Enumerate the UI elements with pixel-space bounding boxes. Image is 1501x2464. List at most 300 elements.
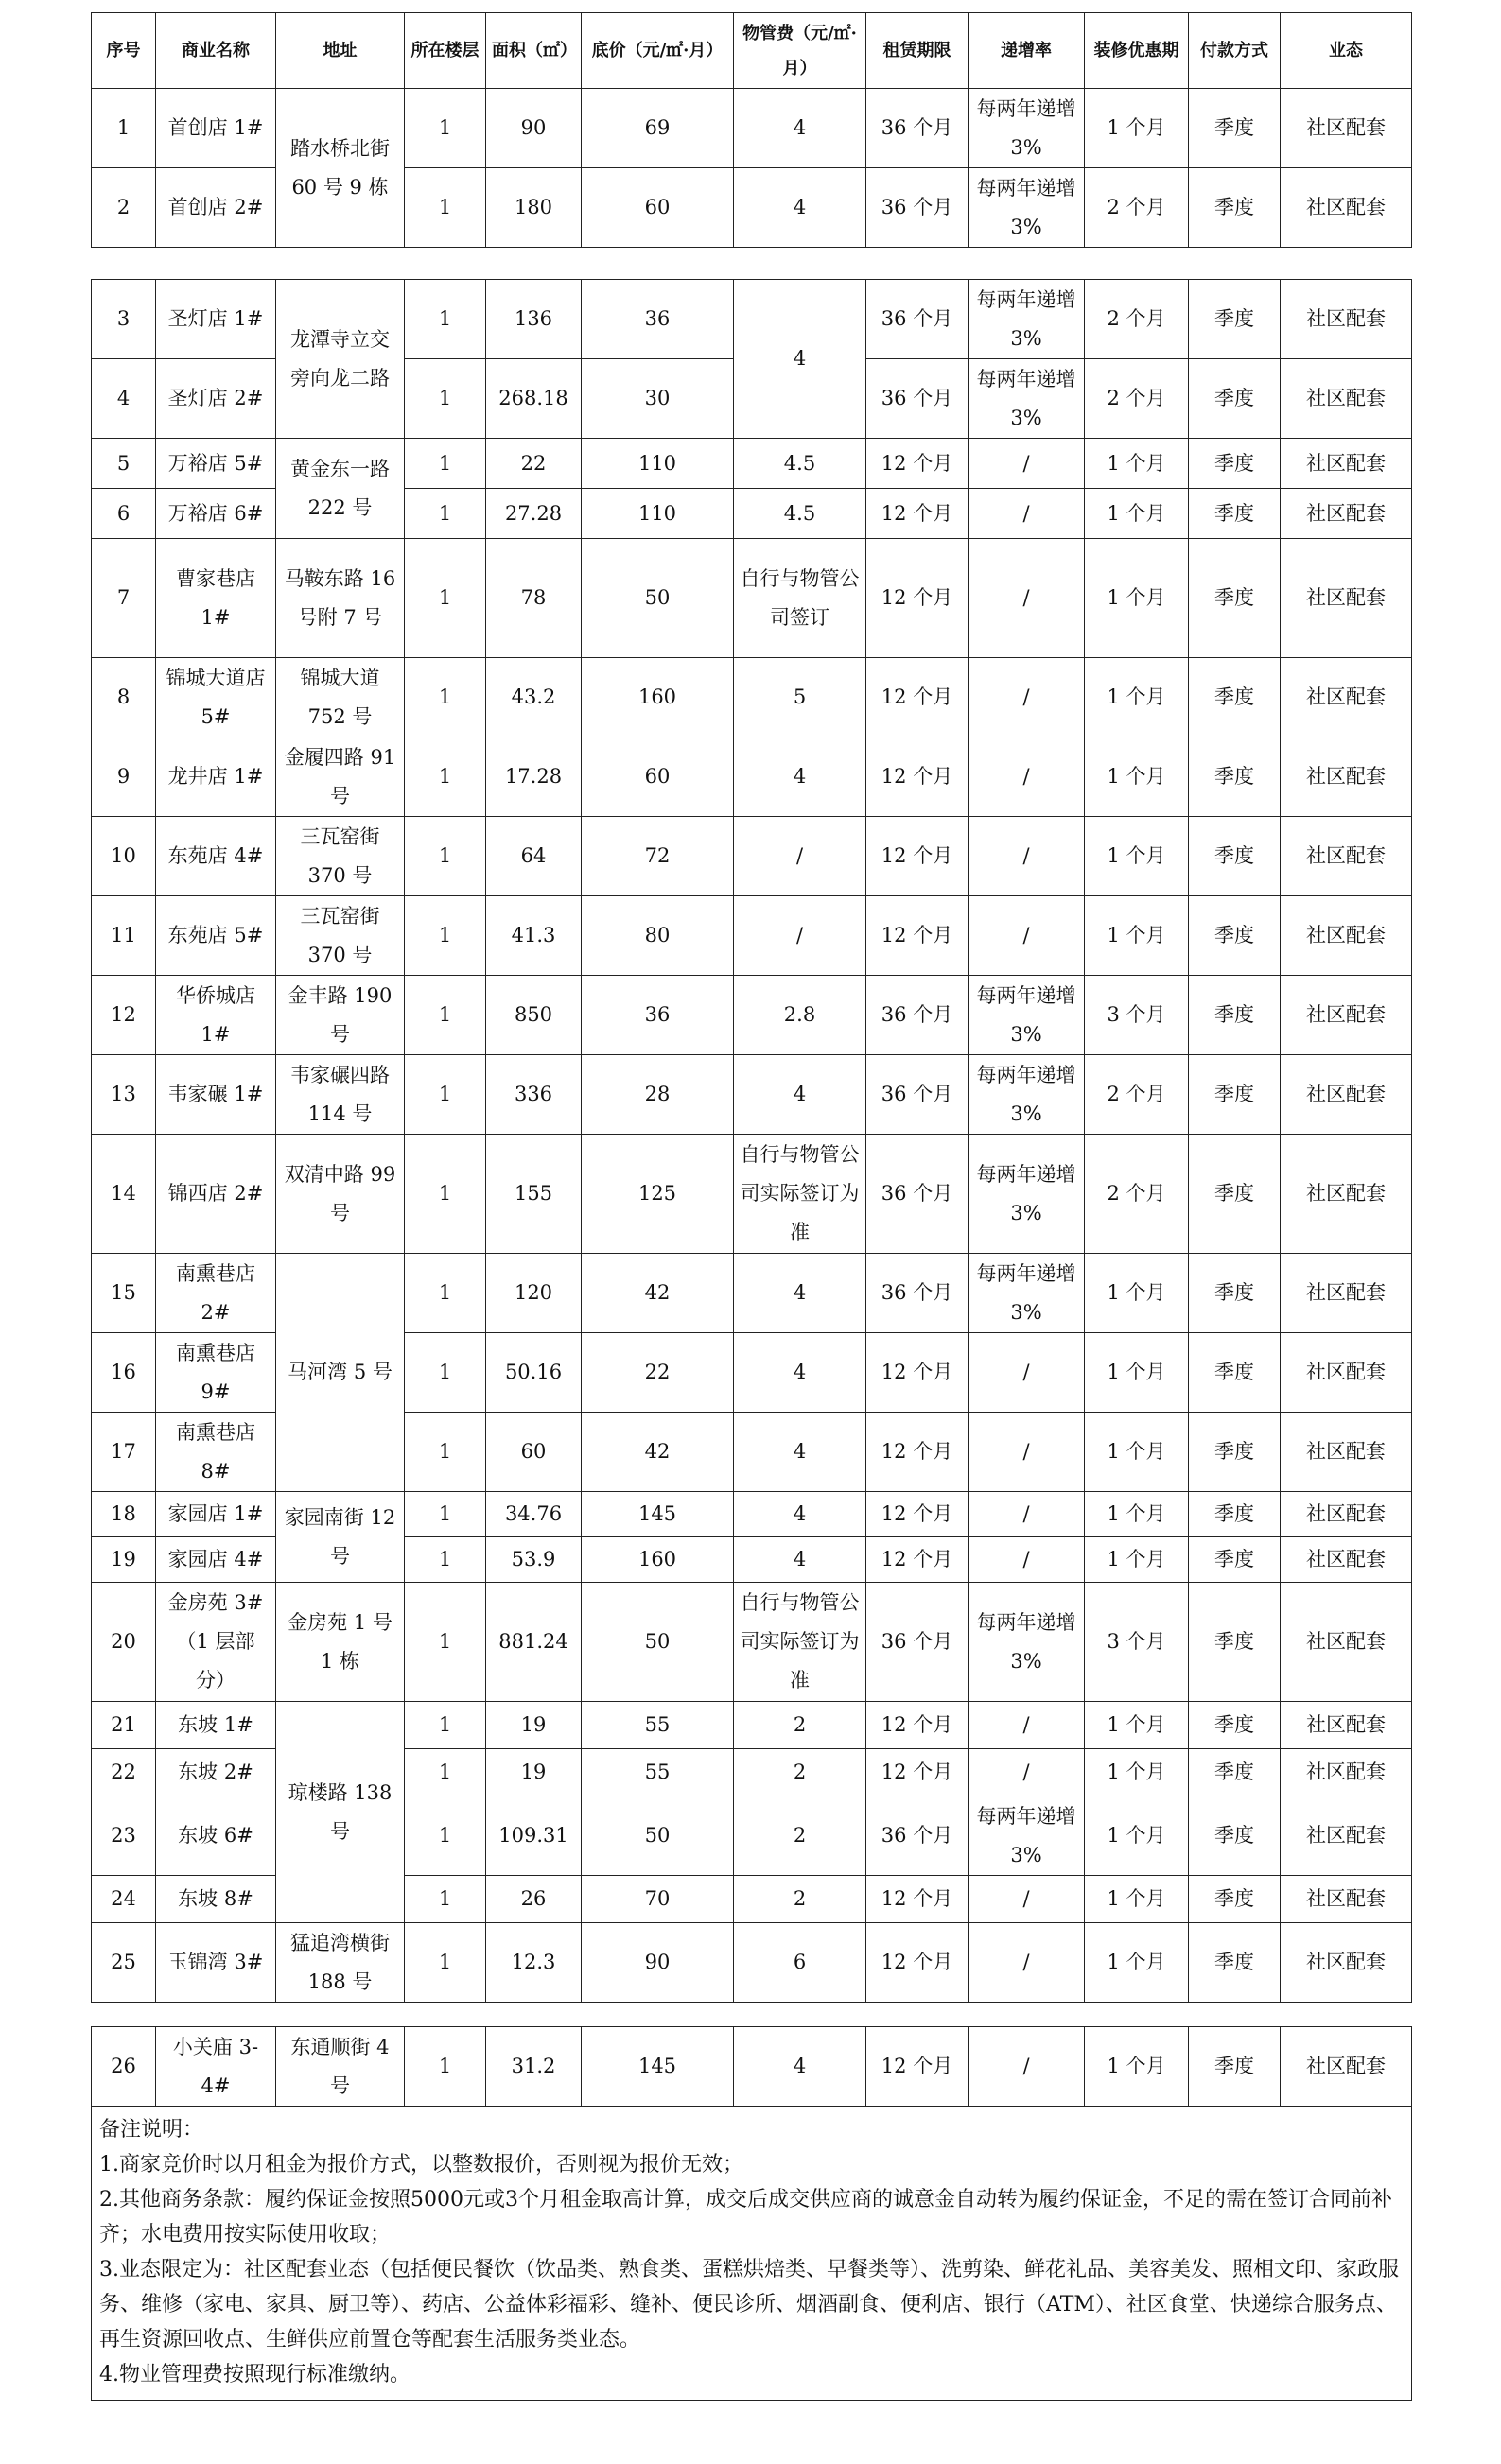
cell-biz: 社区配套 [1281,89,1412,168]
cell-area: 19 [486,1749,582,1796]
cell-rate: 每两年递增 3% [969,89,1085,168]
cell-floor: 1 [405,1413,486,1492]
cell-name: 万裕店 5# [156,439,276,489]
cell-free: 1 个月 [1085,896,1189,976]
cell-biz: 社区配套 [1281,1492,1412,1537]
cell-price: 36 [582,280,734,359]
table-row [92,2027,1412,2107]
cell-rate: 每两年递增 3% [969,359,1085,439]
cell-seq: 8 [92,658,156,737]
cell-free: 1 个月 [1085,1876,1189,1923]
cell-rate: / [969,658,1085,737]
cell-free: 1 个月 [1085,1492,1189,1537]
cell-area: 850 [486,976,582,1055]
cell-addr: 龙潭寺立交旁向龙二路 [276,280,405,439]
cell-addr: 黄金东一路 222 号 [276,439,405,539]
cell-name: 南熏巷店 9# [156,1333,276,1413]
cell-floor: 1 [405,1923,486,2003]
cell-free: 1 个月 [1085,817,1189,896]
table-row [92,1923,1412,2003]
cell-pay: 季度 [1189,1333,1281,1413]
cell-seq: 11 [92,896,156,976]
cell-addr: 马鞍东路 16 号附 7 号 [276,539,405,658]
cell-pay: 季度 [1189,1055,1281,1135]
cell-biz: 社区配套 [1281,976,1412,1055]
cell-term: 36 个月 [866,280,969,359]
cell-rate: / [969,1749,1085,1796]
cell-rate: 每两年递增 3% [969,1055,1085,1135]
cell-pay: 季度 [1189,1796,1281,1876]
cell-seq: 12 [92,976,156,1055]
cell-rate: / [969,1537,1085,1583]
cell-fee: / [734,817,866,896]
table-row [92,1583,1412,1702]
cell-pay: 季度 [1189,89,1281,168]
cell-pay: 季度 [1189,439,1281,489]
cell-rate: / [969,489,1085,539]
cell-price: 36 [582,976,734,1055]
cell-biz: 社区配套 [1281,359,1412,439]
cell-area: 268.18 [486,359,582,439]
table-row [92,89,1412,168]
cell-fee: 4 [734,2027,866,2107]
cell-area: 90 [486,89,582,168]
cell-biz: 社区配套 [1281,1923,1412,2003]
cell-biz: 社区配套 [1281,896,1412,976]
cell-pay: 季度 [1189,1492,1281,1537]
cell-free: 1 个月 [1085,539,1189,658]
cell-price: 110 [582,489,734,539]
cell-addr: 金房苑 1 号 1 栋 [276,1583,405,1702]
cell-rate: 每两年递增 3% [969,1583,1085,1702]
cell-price: 30 [582,359,734,439]
cell-area: 17.28 [486,737,582,817]
note-item: 2.其他商务条款：履约保证金按照5000元或3个月租金取高计算，成交后成交供应商的诚意金自动转为履约保证金，不足的需在签订合同前补齐；水电费用按实际使用收取； [99,2188,1392,2247]
cell-addr: 金履四路 91 号 [276,737,405,817]
cell-area: 109.31 [486,1796,582,1876]
cell-term: 36 个月 [866,1796,969,1876]
cell-rate: 每两年递增 3% [969,976,1085,1055]
listing-table-part-3 [91,2026,1412,2401]
table-row [92,817,1412,896]
cell-seq: 15 [92,1254,156,1333]
cell-floor: 1 [405,280,486,359]
table-row [92,976,1412,1055]
cell-rate: / [969,896,1085,976]
cell-term: 12 个月 [866,1492,969,1537]
cell-seq: 14 [92,1135,156,1254]
cell-price: 42 [582,1413,734,1492]
cell-name: 家园店 1# [156,1492,276,1537]
cell-name: 东坡 1# [156,1702,276,1749]
cell-name: 曹家巷店 1# [156,539,276,658]
header-seq: 序号 [92,13,156,89]
cell-term: 12 个月 [866,439,969,489]
table-row [92,1492,1412,1537]
cell-free: 3 个月 [1085,1583,1189,1702]
cell-biz: 社区配套 [1281,1583,1412,1702]
cell-fee: 4 [734,1055,866,1135]
cell-floor: 1 [405,439,486,489]
header-area: 面积（㎡） [486,13,582,89]
cell-price: 60 [582,737,734,817]
cell-name: 锦西店 2# [156,1135,276,1254]
cell-area: 19 [486,1702,582,1749]
cell-name: 南熏巷店 2# [156,1254,276,1333]
cell-biz: 社区配套 [1281,1254,1412,1333]
cell-addr: 锦城大道 752 号 [276,658,405,737]
cell-area: 27.28 [486,489,582,539]
cell-name: 首创店 2# [156,168,276,248]
cell-free: 1 个月 [1085,1254,1189,1333]
cell-price: 28 [582,1055,734,1135]
cell-floor: 1 [405,359,486,439]
cell-name: 东苑店 4# [156,817,276,896]
cell-addr: 东通顺街 4 号 [276,2027,405,2107]
cell-free: 1 个月 [1085,1796,1189,1876]
table-row [92,1702,1412,1749]
cell-biz: 社区配套 [1281,2027,1412,2107]
cell-fee: 自行与物管公司实际签订为准 [734,1583,866,1702]
cell-free: 1 个月 [1085,1413,1189,1492]
cell-name: 南熏巷店 8# [156,1413,276,1492]
cell-name: 万裕店 6# [156,489,276,539]
cell-seq: 24 [92,1876,156,1923]
cell-name: 东坡 2# [156,1749,276,1796]
table-row [92,658,1412,737]
cell-pay: 季度 [1189,896,1281,976]
cell-biz: 社区配套 [1281,489,1412,539]
cell-floor: 1 [405,1135,486,1254]
cell-biz: 社区配套 [1281,1749,1412,1796]
cell-seq: 18 [92,1492,156,1537]
cell-pay: 季度 [1189,359,1281,439]
cell-price: 160 [582,1537,734,1583]
cell-fee: 自行与物管公司实际签订为准 [734,1135,866,1254]
listing-table-part-1 [91,12,1412,248]
cell-free: 2 个月 [1085,280,1189,359]
cell-rate: / [969,817,1085,896]
header-term: 租赁期限 [866,13,969,89]
cell-area: 136 [486,280,582,359]
cell-pay: 季度 [1189,976,1281,1055]
cell-rate: / [969,1413,1085,1492]
cell-biz: 社区配套 [1281,817,1412,896]
cell-price: 50 [582,1796,734,1876]
cell-price: 80 [582,896,734,976]
cell-biz: 社区配套 [1281,168,1412,248]
cell-price: 90 [582,1923,734,2003]
cell-free: 1 个月 [1085,489,1189,539]
cell-free: 1 个月 [1085,1702,1189,1749]
cell-seq: 23 [92,1796,156,1876]
cell-name: 东坡 8# [156,1876,276,1923]
cell-fee: 4 [734,1413,866,1492]
cell-term: 12 个月 [866,1876,969,1923]
cell-fee: 4.5 [734,489,866,539]
note-item: 3.业态限定为：社区配套业态（包括便民餐饮（饮品类、熟食类、蛋糕烘焙类、早餐类等）、洗剪染、鲜花礼品、美容美发、照相文印、家政服务、维修（家电、家具、厨卫等）、药店、公益体彩福彩、缝补、便民诊所、烟酒副食、便利店、银行（ATM）、社区食堂、快递综合服务点、再生资源回收点、生鲜供应前置仓等配套生活服务类业态。 [99,2258,1399,2351]
cell-area: 336 [486,1055,582,1135]
cell-term: 36 个月 [866,168,969,248]
cell-addr: 马河湾 5 号 [276,1254,405,1492]
notes-title: 备注说明： [99,2118,204,2142]
header-row [92,13,1412,89]
cell-floor: 1 [405,89,486,168]
cell-rate: / [969,2027,1085,2107]
cell-term: 12 个月 [866,1333,969,1413]
cell-price: 55 [582,1749,734,1796]
cell-floor: 1 [405,658,486,737]
cell-biz: 社区配套 [1281,280,1412,359]
cell-term: 36 个月 [866,976,969,1055]
cell-term: 12 个月 [866,658,969,737]
cell-free: 1 个月 [1085,439,1189,489]
cell-biz: 社区配套 [1281,1796,1412,1876]
cell-price: 69 [582,89,734,168]
cell-free: 2 个月 [1085,359,1189,439]
table-row [92,439,1412,489]
cell-name: 玉锦湾 3# [156,1923,276,2003]
cell-seq: 25 [92,1923,156,2003]
cell-seq: 1 [92,89,156,168]
cell-free: 1 个月 [1085,89,1189,168]
cell-price: 160 [582,658,734,737]
cell-fee: 6 [734,1923,866,2003]
cell-floor: 1 [405,737,486,817]
cell-fee: 自行与物管公司签订 [734,539,866,658]
cell-seq: 20 [92,1583,156,1702]
cell-free: 1 个月 [1085,1749,1189,1796]
cell-biz: 社区配套 [1281,539,1412,658]
cell-area: 34.76 [486,1492,582,1537]
cell-fee: 5 [734,658,866,737]
cell-rate: 每两年递增 3% [969,1254,1085,1333]
cell-area: 60 [486,1413,582,1492]
cell-seq: 17 [92,1413,156,1492]
header-fee: 物管费（元/㎡·月） [734,13,866,89]
listing-table-part-2 [91,279,1412,2003]
cell-biz: 社区配套 [1281,658,1412,737]
cell-free: 1 个月 [1085,1923,1189,2003]
cell-term: 12 个月 [866,817,969,896]
cell-pay: 季度 [1189,658,1281,737]
table-row [92,896,1412,976]
cell-price: 42 [582,1254,734,1333]
cell-rate: 每两年递增 3% [969,1796,1085,1876]
cell-rate: 每两年递增 3% [969,168,1085,248]
cell-addr: 三瓦窑街 370 号 [276,896,405,976]
note-item: 1.商家竞价时以月租金为报价方式，以整数报价，否则视为报价无效； [99,2153,743,2177]
cell-fee: 2 [734,1702,866,1749]
table-row [92,539,1412,658]
cell-price: 72 [582,817,734,896]
cell-seq: 21 [92,1702,156,1749]
cell-biz: 社区配套 [1281,439,1412,489]
cell-term: 12 个月 [866,1413,969,1492]
cell-pay: 季度 [1189,737,1281,817]
cell-floor: 1 [405,2027,486,2107]
cell-addr: 家园南街 12 号 [276,1492,405,1583]
cell-price: 50 [582,1583,734,1702]
cell-term: 12 个月 [866,1923,969,2003]
cell-biz: 社区配套 [1281,737,1412,817]
header-rate: 递增率 [969,13,1085,89]
cell-floor: 1 [405,1876,486,1923]
cell-addr: 踏水桥北街 60 号 9 栋 [276,89,405,248]
cell-name: 龙井店 1# [156,737,276,817]
cell-free: 3 个月 [1085,976,1189,1055]
cell-name: 韦家碾 1# [156,1055,276,1135]
cell-pay: 季度 [1189,817,1281,896]
cell-price: 125 [582,1135,734,1254]
cell-rate: / [969,737,1085,817]
cell-area: 78 [486,539,582,658]
cell-name: 金房苑 3#（1 层部分） [156,1583,276,1702]
cell-rate: 每两年递增 3% [969,1135,1085,1254]
cell-fee: 4 [734,1254,866,1333]
table-row [92,737,1412,817]
cell-price: 60 [582,168,734,248]
cell-price: 22 [582,1333,734,1413]
cell-pay: 季度 [1189,1537,1281,1583]
cell-seq: 10 [92,817,156,896]
cell-free: 1 个月 [1085,737,1189,817]
cell-biz: 社区配套 [1281,1055,1412,1135]
cell-pay: 季度 [1189,1254,1281,1333]
table-row [92,1055,1412,1135]
cell-seq: 3 [92,280,156,359]
cell-term: 12 个月 [866,539,969,658]
cell-seq: 26 [92,2027,156,2107]
cell-rate: / [969,1876,1085,1923]
cell-area: 12.3 [486,1923,582,2003]
cell-term: 12 个月 [866,2027,969,2107]
cell-pay: 季度 [1189,1135,1281,1254]
cell-rate: / [969,1702,1085,1749]
cell-fee: 4 [734,737,866,817]
cell-area: 41.3 [486,896,582,976]
header-biz: 业态 [1281,13,1412,89]
cell-fee: 4 [734,1537,866,1583]
cell-name: 锦城大道店 5# [156,658,276,737]
cell-free: 2 个月 [1085,1135,1189,1254]
cell-free: 2 个月 [1085,1055,1189,1135]
cell-pay: 季度 [1189,2027,1281,2107]
cell-addr: 双清中路 99 号 [276,1135,405,1254]
cell-name: 小关庙 3-4# [156,2027,276,2107]
cell-area: 31.2 [486,2027,582,2107]
header-floor: 所在楼层 [405,13,486,89]
cell-floor: 1 [405,1254,486,1333]
cell-seq: 4 [92,359,156,439]
cell-rate: / [969,1923,1085,2003]
cell-rate: / [969,539,1085,658]
cell-floor: 1 [405,1537,486,1583]
cell-fee: / [734,896,866,976]
cell-term: 12 个月 [866,737,969,817]
cell-floor: 1 [405,1749,486,1796]
cell-term: 36 个月 [866,359,969,439]
cell-floor: 1 [405,539,486,658]
cell-fee: 4 [734,168,866,248]
cell-term: 12 个月 [866,1537,969,1583]
cell-seq: 13 [92,1055,156,1135]
cell-seq: 2 [92,168,156,248]
cell-seq: 5 [92,439,156,489]
cell-seq: 16 [92,1333,156,1413]
cell-addr: 韦家碾四路 114 号 [276,1055,405,1135]
cell-area: 120 [486,1254,582,1333]
cell-free: 1 个月 [1085,1333,1189,1413]
cell-free: 1 个月 [1085,2027,1189,2107]
cell-rate: 每两年递增 3% [969,280,1085,359]
cell-term: 12 个月 [866,1749,969,1796]
cell-seq: 6 [92,489,156,539]
cell-area: 22 [486,439,582,489]
header-pay: 付款方式 [1189,13,1281,89]
cell-price: 110 [582,439,734,489]
cell-term: 12 个月 [866,896,969,976]
cell-free: 1 个月 [1085,658,1189,737]
cell-name: 首创店 1# [156,89,276,168]
cell-biz: 社区配套 [1281,1413,1412,1492]
cell-term: 36 个月 [866,89,969,168]
note-item: 4.物业管理费按照现行标准缴纳。 [99,2363,410,2386]
cell-addr: 猛追湾横街 188 号 [276,1923,405,2003]
cell-fee: 4 [734,89,866,168]
cell-seq: 9 [92,737,156,817]
cell-pay: 季度 [1189,1923,1281,2003]
cell-floor: 1 [405,1583,486,1702]
cell-floor: 1 [405,1333,486,1413]
cell-name: 圣灯店 2# [156,359,276,439]
cell-free: 2 个月 [1085,168,1189,248]
cell-biz: 社区配套 [1281,1135,1412,1254]
cell-term: 36 个月 [866,1055,969,1135]
cell-floor: 1 [405,489,486,539]
cell-seq: 7 [92,539,156,658]
cell-name: 家园店 4# [156,1537,276,1583]
cell-term: 12 个月 [866,1702,969,1749]
cell-fee: 4.5 [734,439,866,489]
cell-biz: 社区配套 [1281,1333,1412,1413]
cell-biz: 社区配套 [1281,1702,1412,1749]
table-row [92,1254,1412,1333]
cell-area: 50.16 [486,1333,582,1413]
cell-price: 50 [582,539,734,658]
notes-row [92,2107,1412,2401]
cell-floor: 1 [405,1492,486,1537]
cell-fee: 2.8 [734,976,866,1055]
cell-fee: 4 [734,1492,866,1537]
cell-term: 36 个月 [866,1583,969,1702]
cell-area: 53.9 [486,1537,582,1583]
cell-fee: 2 [734,1796,866,1876]
cell-pay: 季度 [1189,168,1281,248]
cell-rate: / [969,439,1085,489]
cell-floor: 1 [405,976,486,1055]
cell-floor: 1 [405,1055,486,1135]
cell-fee: 2 [734,1749,866,1796]
cell-name: 圣灯店 1# [156,280,276,359]
cell-floor: 1 [405,1796,486,1876]
cell-area: 155 [486,1135,582,1254]
cell-area: 43.2 [486,658,582,737]
cell-floor: 1 [405,817,486,896]
cell-rate: / [969,1492,1085,1537]
header-addr: 地址 [276,13,405,89]
cell-pay: 季度 [1189,1702,1281,1749]
